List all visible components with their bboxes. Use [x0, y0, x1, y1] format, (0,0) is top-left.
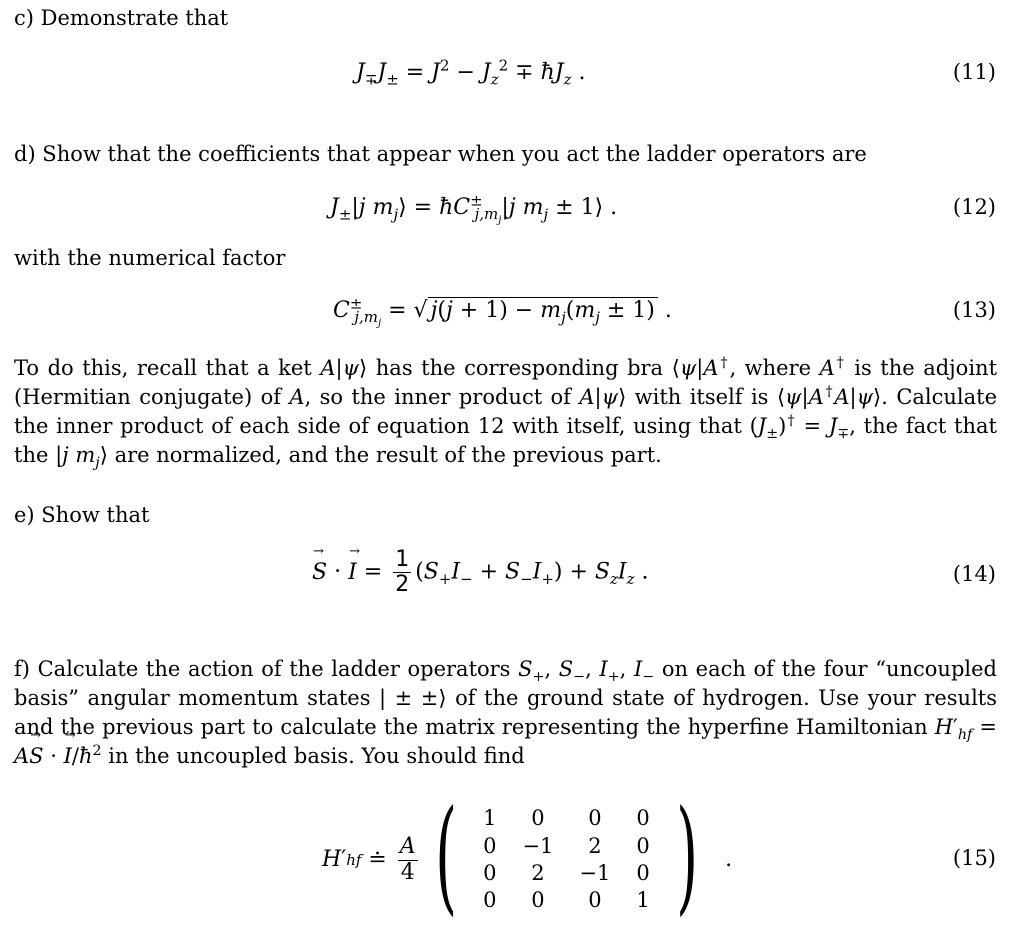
matrix-cell: 0	[588, 888, 602, 913]
equation-14	[0, 547, 1024, 600]
matrix-cell: 0	[531, 888, 545, 913]
part-e-heading: e) Show that	[14, 503, 150, 527]
part-c-heading: c) Demonstrate that	[14, 6, 229, 30]
equation-11	[0, 58, 1024, 98]
part-d-paragraph: To do this, recall that a ket A|ψ⟩ has the corresponding bra ⟨ψ|A†, where A† is the adjoint (Hermitian conjugate) of A, so the inner product of A|ψ⟩ with itself is ⟨ψ|A†A|ψ⟩. Calculate the inner product of each side of equation 12 with itself, using that $(J_\pm)^\dagger = J_\mp$, the fact that the |j $m_j⟩$ are normalized, and the result of the previous part.	[14, 355, 998, 472]
matrix-cell: 0	[636, 833, 650, 858]
equation-12-body: $J_\pm|j$ $m_j⟩$ = $ħC^\pm_{j,m_j}|j$ $m_j$ ± 1⟩ .	[330, 191, 618, 227]
equation-13	[0, 296, 1024, 336]
matrix-cell: 0	[588, 806, 602, 831]
matrix-cell: −1	[522, 833, 554, 858]
hamiltonian-matrix: ( 1 0 0 0 0 −1 2 0 0 2 −1 0 0 0 0 1 )	[434, 784, 698, 928]
matrix-cell: 1	[483, 806, 497, 831]
matrix-cell: 0	[483, 888, 497, 913]
equation-13-body: $C^\pm_{j,m_j}$ = √ $j(j + 1) - m_j(m_j \pm 1)$ .	[333, 294, 672, 330]
equation-15-body: H ′ hf ≐ $\frac{A}{4}$ ( 1 0 0 0 0 −1 2 0 0 2 −1 0 0 0 0 1 ) .	[322, 784, 733, 928]
part-d-middle-text: with the numerical factor	[14, 246, 286, 270]
equation-13-number: (13)	[952, 298, 996, 322]
equation-11-number: (11)	[952, 60, 996, 84]
matrix-cell: 1	[636, 888, 650, 913]
matrix-row	[470, 833, 663, 860]
matrix-cell: −1	[579, 861, 611, 885]
equation-15-prefactor: $\frac{A}{4}$	[399, 834, 416, 885]
matrix-cell: 0	[531, 806, 545, 831]
equation-15-number: (15)	[952, 846, 996, 870]
equation-14-body: S → · I → = $\frac{1}{2}$ $(S_+I_- + S_-I_+) + S_zI_z$ .	[312, 548, 648, 597]
matrix-cell: 0	[636, 861, 650, 885]
part-f-paragraph: f) Calculate the action of the ladder operators $S_+$, $S_-$, $I_+$, $I_-$ on each of the four “uncoupled basis” angular momentum states | ± ±⟩ of the ground state of hydrogen. Use your results and the previous part to calculate the matrix representing the hyperfine Hamiltonian $H'_{hf}$ = AS → · $I \to/ħ^2$ in the uncoupled basis. You should find	[14, 655, 997, 771]
equation-15	[0, 784, 1024, 928]
matrix-row	[470, 860, 663, 887]
matrix-cell: 2	[588, 833, 602, 858]
part-d-heading: d) Show that the coefficients that appear when you act the ladder operators are	[14, 142, 867, 166]
matrix-table	[470, 805, 663, 914]
equation-14-fraction: $\frac{1}{2}$	[395, 547, 410, 598]
equation-11-body: $J_\mp J_\pm = J^2 - J_z^2$ ∓ $ħJ_z$ .	[356, 56, 586, 89]
matrix-row	[470, 805, 663, 832]
matrix-cell: 2	[531, 861, 545, 885]
equation-12-number: (12)	[952, 195, 996, 219]
matrix-row	[470, 887, 663, 914]
matrix-cell: 0	[483, 833, 497, 858]
matrix-cell: 0	[483, 861, 497, 885]
equation-14-number: (14)	[952, 562, 996, 586]
equation-12	[0, 193, 1024, 233]
matrix-cell: 0	[636, 806, 650, 831]
